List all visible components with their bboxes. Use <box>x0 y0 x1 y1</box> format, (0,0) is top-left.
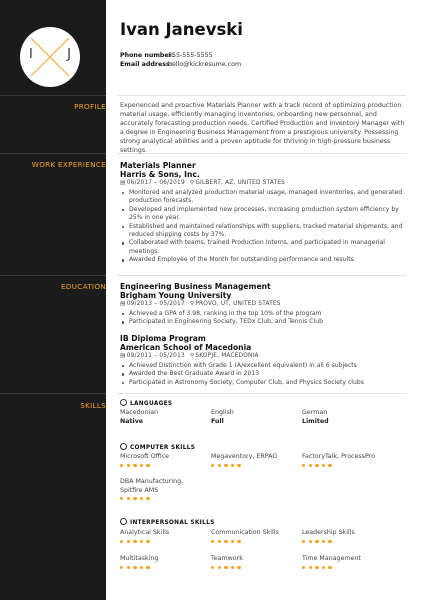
education-location: PROVO, UT, UNITED STATES <box>195 301 281 307</box>
email-value: hello@kickresume.com <box>168 61 242 68</box>
degree-title: Engineering Business Management <box>120 282 271 291</box>
skill-rating <box>302 540 397 543</box>
rating-dot <box>315 566 318 569</box>
rating-dot <box>237 464 240 467</box>
rating-dot <box>146 540 149 543</box>
initials-logo <box>20 27 80 87</box>
skill-name: Teamwork <box>211 555 243 562</box>
list-item: Monitored and analyzed production material usage, managed inventories, and generated production forecasts. <box>120 189 410 206</box>
list-item: Developed and implemented new processes, increasing production system efficiency by 25% in one year. <box>120 206 410 223</box>
skill-name: Multitasking <box>120 555 159 562</box>
email-row <box>120 61 241 68</box>
rating-dot <box>133 497 136 500</box>
info-circle-icon <box>120 399 127 406</box>
rating-dot <box>315 464 318 467</box>
rating-dot <box>322 540 325 543</box>
section-divider <box>117 275 406 276</box>
skill-rating <box>120 497 205 500</box>
skill-rating <box>120 566 215 569</box>
calendar-icon: ▤ <box>120 180 126 186</box>
skill-name: Time Management <box>302 555 361 562</box>
rating-dot <box>302 464 305 467</box>
location-pin-icon: ⚲ <box>189 180 195 186</box>
degree-title: IB Diploma Program <box>120 334 206 343</box>
info-circle-icon <box>120 518 127 525</box>
skill-rating <box>120 540 215 543</box>
sidebar-divider <box>0 95 106 96</box>
sidebar-divider <box>0 393 106 394</box>
rating-dot <box>224 540 227 543</box>
language-level: Limited <box>302 417 329 425</box>
location-pin-icon: ⚲ <box>189 301 195 307</box>
job-meta <box>120 179 410 188</box>
education-meta <box>120 352 410 361</box>
list-item: Achieved a GPA of 3.98, ranking in the top 10% of the program <box>120 310 410 318</box>
list-item: Established and maintained relationships with suppliers, tracked material shipments, and reduced shipping costs by 37%. <box>120 223 410 240</box>
computer-skills-heading <box>120 444 195 451</box>
skill-item <box>211 555 306 569</box>
education-location: SKOPJE, MACEDONIA <box>195 353 259 359</box>
rating-dot <box>231 540 234 543</box>
rating-dot <box>120 540 123 543</box>
skill-item <box>211 453 306 467</box>
skill-name: Communication Skills <box>211 529 279 536</box>
email-label: Email address: <box>120 61 173 68</box>
rating-dot <box>146 566 149 569</box>
education-meta <box>120 300 410 309</box>
phone-label: Phone number: <box>120 52 175 59</box>
rating-dot <box>302 566 305 569</box>
sidebar-divider <box>0 275 106 276</box>
job-dates: 06/2017 – 06/2019 <box>126 180 185 186</box>
education-dates: 09/2013 – 05/2017 <box>126 301 185 307</box>
rating-dot <box>120 566 123 569</box>
rating-dot <box>127 464 130 467</box>
rating-dot <box>322 566 325 569</box>
candidate-name: Ivan Janevski <box>120 20 243 39</box>
rating-dot <box>224 464 227 467</box>
rating-dot <box>140 540 143 543</box>
interpersonal-skills-heading-text: INTERPERSONAL SKILLS <box>130 520 215 526</box>
rating-dot <box>140 566 143 569</box>
skill-rating <box>211 464 306 467</box>
languages-heading <box>120 400 172 407</box>
languages-heading-text: LANGUAGES <box>130 401 173 407</box>
skill-name: Leadership Skills <box>302 529 355 536</box>
rating-dot <box>211 566 214 569</box>
rating-dot <box>127 566 130 569</box>
calendar-icon: ▤ <box>120 301 126 307</box>
section-label-education: EDUCATION <box>61 282 106 291</box>
education-entry <box>120 334 410 387</box>
skill-item <box>120 478 205 500</box>
language-name: Macedonian <box>120 409 159 416</box>
rating-dot <box>133 566 136 569</box>
list-item: Awarded Employee of the Month for outstanding performance and results. <box>120 256 410 264</box>
rating-dot <box>133 540 136 543</box>
education-bullets <box>120 362 410 387</box>
rating-dot <box>231 464 234 467</box>
list-item: Collaborated with teams, trained Production Interns, and participated in managerial meetings. <box>120 239 410 256</box>
section-label-skills: SKILLS <box>80 401 106 410</box>
list-item: Participated in Engineering Society, TEDx Club, and Tennis Club <box>120 318 410 326</box>
rating-dot <box>133 464 136 467</box>
education-bullets <box>120 310 410 327</box>
list-item: Participated in Astronomy Society, Computer Club, and Physics Society clubs <box>120 379 410 387</box>
list-item: Achieved Distinction with Grade 1 (A/excellent equivalent) in all 6 subjects <box>120 362 410 370</box>
rating-dot <box>120 464 123 467</box>
language-name: German <box>302 409 328 416</box>
rating-dot <box>302 540 305 543</box>
rating-dot <box>146 497 149 500</box>
computer-skills-heading-text: COMPUTER SKILLS <box>130 445 196 451</box>
rating-dot <box>218 566 221 569</box>
rating-dot <box>309 464 312 467</box>
sidebar <box>0 0 106 600</box>
rating-dot <box>127 540 130 543</box>
skill-item <box>302 453 397 467</box>
rating-dot <box>218 464 221 467</box>
skill-item <box>302 529 397 543</box>
skill-rating <box>211 540 306 543</box>
rating-dot <box>315 540 318 543</box>
experience-entry <box>120 161 410 265</box>
skill-name: Megaventory, ERPAG <box>211 453 278 460</box>
rating-dot <box>224 566 227 569</box>
rating-dot <box>231 566 234 569</box>
school-name: American School of Macedonia <box>120 343 252 352</box>
job-bullets <box>120 189 410 265</box>
section-label-experience: WORK EXPERIENCE <box>31 160 106 169</box>
interpersonal-skills-heading <box>120 519 215 526</box>
rating-dot <box>218 540 221 543</box>
skill-rating <box>302 464 397 467</box>
calendar-icon: ▤ <box>120 353 126 359</box>
job-location: GILBERT, AZ, UNITED STATES <box>195 180 286 186</box>
skill-item <box>120 555 215 569</box>
sidebar-divider <box>0 153 106 154</box>
education-dates: 09/2011 – 05/2013 <box>126 353 185 359</box>
skill-rating <box>120 464 215 467</box>
rating-dot <box>211 464 214 467</box>
phone-value: 555-555-5555 <box>168 52 213 59</box>
skill-item <box>211 529 306 543</box>
rating-dot <box>120 497 123 500</box>
rating-dot <box>309 540 312 543</box>
info-circle-icon <box>120 443 127 450</box>
rating-dot <box>146 464 149 467</box>
skill-item <box>120 453 215 467</box>
job-title: Materials Planner <box>120 161 196 170</box>
skill-rating <box>302 566 397 569</box>
rating-dot <box>140 497 143 500</box>
rating-dot <box>328 540 331 543</box>
phone-row <box>120 52 213 59</box>
list-item: Awarded the Best Graduate Award in 2013 <box>120 370 410 378</box>
rating-dot <box>328 566 331 569</box>
section-divider <box>117 95 406 96</box>
skill-name: FactoryTalk, ProcessPro <box>302 453 375 460</box>
education-entry <box>120 282 410 327</box>
language-level: Full <box>211 417 224 425</box>
language-name: English <box>211 409 234 416</box>
rating-dot <box>309 566 312 569</box>
skill-name: Microsoft Office <box>120 453 170 460</box>
rating-dot <box>127 497 130 500</box>
profile-summary: Experienced and proactive Materials Planner with a track record of optimizing production material usage, efficiently managing inventories, onboarding new personnel, and accurately forecasting production needs. Certified Production and Inventory Manager with a degree in Engineering Business Management from a prestigious university. Possessing strong analytical abilities and a proven aptitude for thriving in high-pressure business settings. <box>120 102 405 154</box>
rating-dot <box>140 464 143 467</box>
skill-rating <box>211 566 306 569</box>
skill-name: Analytical Skills <box>120 529 170 536</box>
rating-dot <box>237 540 240 543</box>
initial-last: J <box>67 47 71 62</box>
skill-item <box>302 555 397 569</box>
company-name: Harris & Sons, Inc. <box>120 170 200 179</box>
rating-dot <box>237 566 240 569</box>
skill-item <box>120 529 215 543</box>
section-divider <box>117 393 406 394</box>
language-item <box>120 409 215 426</box>
school-name: Brigham Young University <box>120 291 232 300</box>
rating-dot <box>328 464 331 467</box>
initial-first: I <box>29 47 33 62</box>
rating-dot <box>211 540 214 543</box>
language-item <box>211 409 306 426</box>
language-level: Native <box>120 417 144 425</box>
skill-name: DBA Manufacturing, Spitfire AMS <box>120 478 184 494</box>
language-item <box>302 409 397 426</box>
location-pin-icon: ⚲ <box>189 353 195 359</box>
section-label-profile: PROFILE <box>74 102 106 111</box>
rating-dot <box>322 464 325 467</box>
